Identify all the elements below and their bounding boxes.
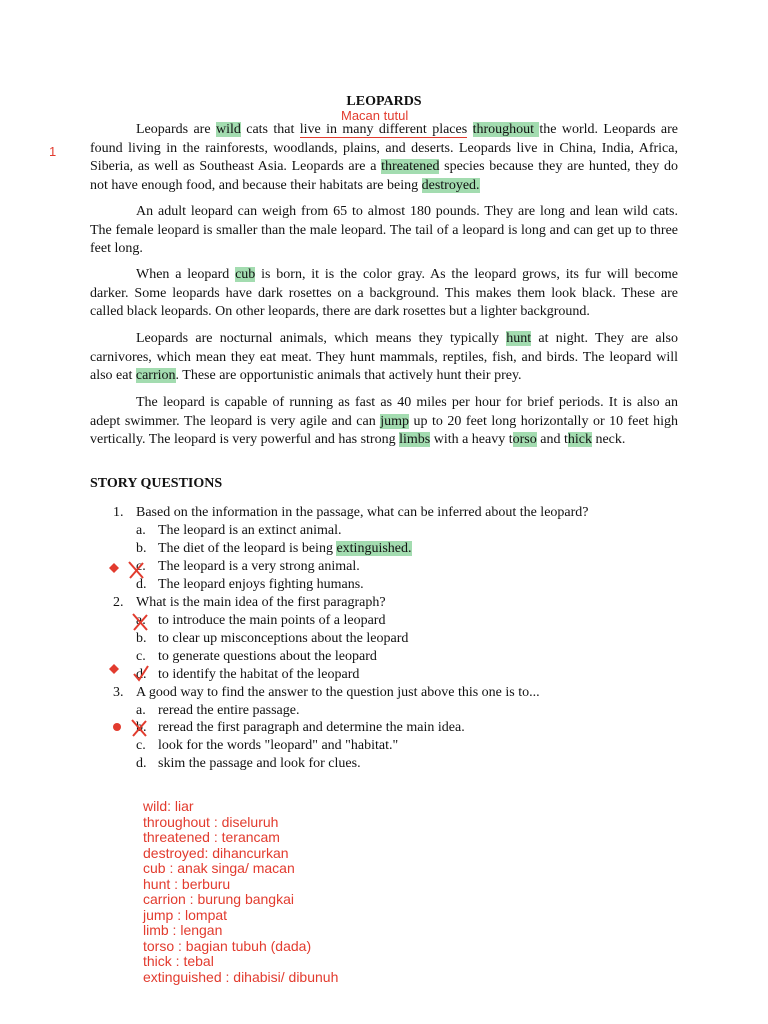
- option-letter: a.: [136, 613, 146, 628]
- option-text: The leopard enjoys fighting humans.: [158, 577, 364, 592]
- option-letter: b.: [136, 631, 147, 646]
- cross-mark-icon: [126, 560, 146, 580]
- vocab-item: carrion : burung bangkai: [143, 891, 294, 907]
- option-letter: a.: [136, 703, 146, 718]
- annotation-title-translation: Macan tutul: [341, 108, 409, 123]
- option-text: reread the entire passage.: [158, 703, 300, 718]
- highlight-carrion: carrion: [135, 368, 176, 383]
- text-run: species because they are hunted, they do not have enough food, and because their habitats are being: [90, 159, 678, 193]
- text-run: . These are opportunistic animals that actively hunt their prey.: [175, 368, 522, 383]
- option-letter: d.: [136, 667, 147, 682]
- vocab-item: throughout : diseluruh: [143, 813, 279, 830]
- option-letter: a.: [136, 523, 146, 538]
- option-1b: [136, 540, 412, 558]
- diamond-bullet-icon: [109, 563, 119, 573]
- vocab-item: thick : tebal: [143, 953, 214, 969]
- option-letter: b.: [136, 720, 147, 735]
- vocab-item: wild: liar: [143, 798, 194, 814]
- dot-bullet-icon: [112, 722, 122, 732]
- option-3d: [136, 755, 361, 773]
- text-run: When a leopard: [136, 267, 236, 282]
- question-number: 1.: [113, 505, 124, 520]
- check-mark-icon: [132, 664, 150, 682]
- option-text: skim the passage and look for clues.: [158, 756, 361, 771]
- option-3a: [136, 702, 299, 720]
- document-title: LEOPARDS: [346, 94, 422, 109]
- vocab-item: torso : bagian tubuh (dada): [143, 937, 312, 954]
- option-letter: b.: [136, 541, 147, 556]
- option-text: to identify the habitat of the leopard: [158, 667, 360, 682]
- highlight-extinguished: extinguished.: [336, 541, 412, 556]
- vocab-item: extinguished : dihabisi/ dibunuh: [143, 968, 339, 985]
- question-number: 3.: [113, 685, 124, 700]
- vocab-item: destroyed: dihancurkan: [143, 844, 289, 861]
- text-run: neck.: [591, 432, 626, 447]
- text-run: and t: [536, 432, 568, 447]
- vocab-item: threatened : terancam: [143, 829, 280, 845]
- text-run: the world. Leopards are found living in the rainforests, woodlands, plains, and deserts. Leopards live in China, India, Africa, Siberia, as well as Southeast Asia. Leopards are a: [90, 122, 678, 174]
- question-2: [113, 594, 386, 612]
- highlight-cub: cub: [235, 267, 256, 282]
- highlight-torso: orso: [512, 432, 537, 447]
- highlight-throughout: throughout: [472, 122, 540, 137]
- option-2b: [136, 630, 408, 648]
- option-1c: [136, 558, 360, 576]
- text-run: with a heavy t: [430, 432, 513, 447]
- highlight-limbs: limbs: [399, 432, 431, 447]
- page-marker: 1: [49, 144, 57, 159]
- question-text: A good way to find the answer to the question just above this one is to...: [136, 685, 540, 700]
- option-text: The diet of the leopard is being: [158, 541, 337, 556]
- vocab-item: hunt : berburu: [143, 875, 231, 892]
- question-1: [113, 504, 589, 522]
- question-3: [113, 684, 540, 702]
- diamond-bullet-icon: [109, 664, 119, 674]
- option-1d: [136, 576, 364, 594]
- option-letter: c.: [136, 649, 146, 664]
- highlight-threatened: threatened: [381, 159, 440, 174]
- vocab-item: jump : lompat: [143, 906, 228, 923]
- option-text: to clear up misconceptions about the leopard: [158, 631, 409, 646]
- question-text: Based on the information in the passage, what can be inferred about the leopard?: [136, 505, 589, 520]
- option-text: The leopard is a very strong animal.: [158, 559, 360, 574]
- option-text: look for the words "leopard" and "habitat.": [158, 738, 399, 753]
- highlight-thick: hick: [567, 432, 592, 447]
- cross-mark-icon: [129, 718, 149, 738]
- option-2c: [136, 648, 377, 666]
- option-text: The leopard is an extinct animal.: [158, 523, 342, 538]
- option-letter: c.: [136, 559, 146, 574]
- text-run: at night. They are also carnivores, which mean they eat meat. They hunt mammals, reptiles, fish, and birds. The leopard will also eat: [90, 331, 678, 383]
- option-3c: [136, 737, 398, 755]
- highlight-hunt: hunt: [506, 331, 532, 346]
- paragraph-2: An adult leopard can weigh from 65 to almost 180 pounds. They are long and lean wild cats. The female leopard is smaller than the male leopard. The tail of a leopard is long and can get up to three feet long.: [90, 204, 678, 256]
- text-run: Leopards are: [136, 122, 216, 137]
- underline-annotation: live in many different places: [299, 122, 468, 137]
- text-run: is born, it is the color gray. As the leopard grows, its fur will become darker. Some leopards have dark rosettes on a background. This makes them look black. These are called black leopards. On other leopards, there are dark rosettes but a lighter background.: [90, 267, 679, 319]
- paragraph-4: [90, 330, 678, 386]
- question-number: 2.: [113, 595, 124, 610]
- option-letter: c.: [136, 738, 146, 753]
- option-3b: [136, 719, 465, 737]
- paragraph-1: [90, 121, 678, 195]
- option-1a: [136, 522, 342, 540]
- option-text: reread the first paragraph and determine the main idea.: [158, 720, 465, 735]
- text-run: up to 20 feet long horizontally or 10 feet high vertically. The leopard is very powerful and has strong: [90, 413, 678, 447]
- text-run: [467, 122, 472, 137]
- text-run: Leopards are nocturnal animals, which means they typically: [136, 331, 507, 346]
- vocab-item: limb : lengan: [143, 922, 223, 938]
- highlight-wild: wild: [215, 122, 241, 137]
- option-letter: d.: [136, 756, 147, 771]
- highlight-destroyed: destroyed.: [421, 177, 480, 193]
- highlight-jump: jump: [380, 413, 410, 429]
- paragraph-3: [90, 266, 678, 322]
- option-2a: [136, 612, 385, 630]
- paragraph-5: [90, 394, 678, 450]
- option-2d: [136, 666, 359, 684]
- story-questions-heading: STORY QUESTIONS: [90, 476, 223, 491]
- option-text: to generate questions about the leopard: [158, 649, 377, 664]
- vocabulary-list: [143, 799, 338, 985]
- cross-mark-icon: [130, 612, 150, 632]
- text-run: The leopard is capable of running as fast as 40 miles per hour for brief periods. It is also an adept swimmer. The leopard is very agile and can: [90, 395, 678, 429]
- option-text: to introduce the main points of a leopard: [158, 613, 386, 628]
- option-letter: d.: [136, 577, 147, 592]
- question-text: What is the main idea of the first paragraph?: [136, 595, 386, 610]
- text-run: cats that: [240, 122, 300, 137]
- vocab-item: cub : anak singa/ macan: [143, 860, 295, 876]
